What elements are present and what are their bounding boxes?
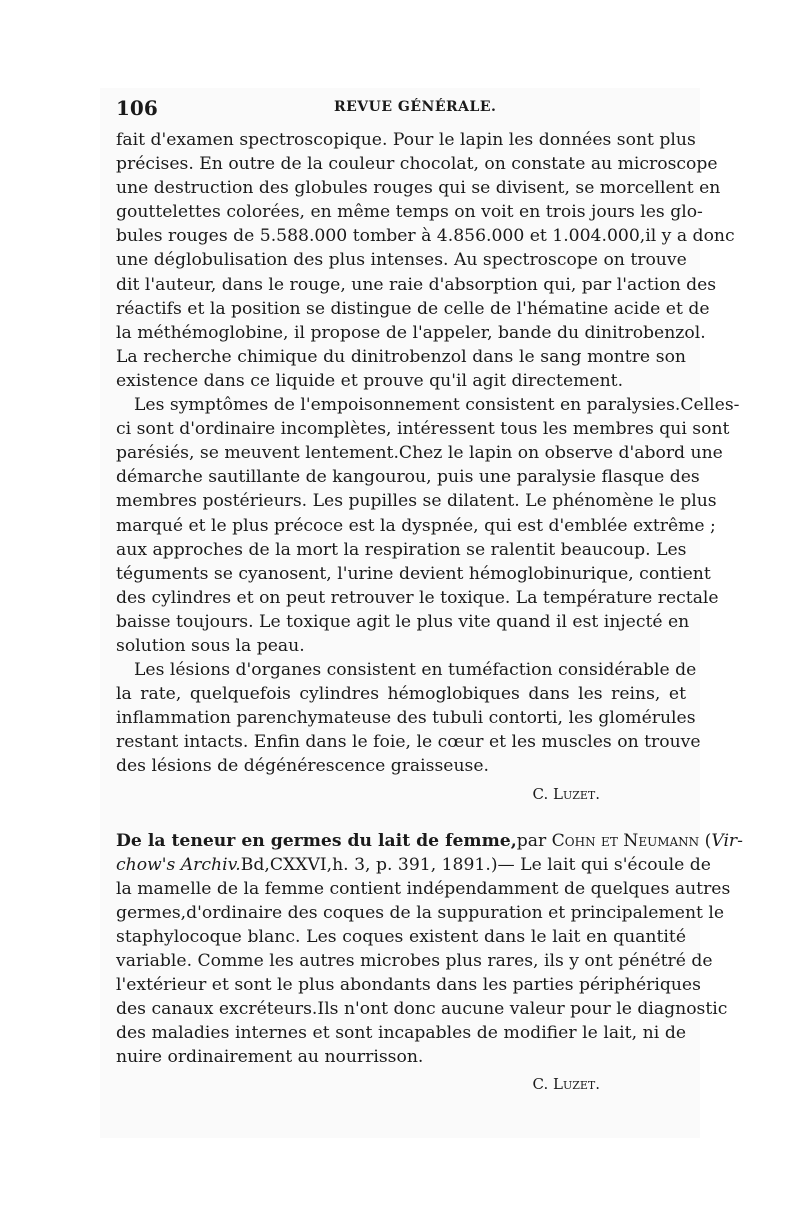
article-2-title: De la teneur en germes du lait de femme, bbox=[116, 830, 517, 851]
text-line: démarche sautillante de kangourou, puis une paralysie flasque des bbox=[116, 467, 700, 488]
article-2-heading-line bbox=[116, 829, 743, 853]
article-2 bbox=[116, 829, 743, 1070]
text-line: des lésions de dégénérescence graisseuse. bbox=[116, 756, 490, 777]
section-spacer bbox=[116, 811, 686, 829]
body-text bbox=[116, 128, 743, 1101]
text-line: bules rouges de 5.588.000 tomber à 4.856.000 et 1.004.000,il y a donc bbox=[116, 226, 735, 247]
text-line: aux approches de la mort la respiration se ralentit beaucoup. Les bbox=[116, 539, 687, 560]
article-1-paragraph-1 bbox=[116, 128, 735, 393]
article-2-citation-line bbox=[116, 853, 711, 877]
text-line: fait d'examen spectroscopique. Pour le lapin les données sont plus bbox=[116, 130, 696, 150]
text-line: solution sous la peau. bbox=[116, 635, 305, 656]
text-line: précises. En outre de la couleur chocolat, on constate au microscope bbox=[116, 154, 718, 175]
text-line: membres postérieurs. Les pupilles se dilatent. Le phénomène le plus bbox=[116, 491, 717, 512]
text-line: germes,d'ordinaire des coques de la suppuration et principalement le bbox=[116, 902, 725, 923]
text-line: baisse toujours. Le toxique agit le plus vite quand il est injecté en bbox=[116, 611, 690, 632]
article-2-journal-part-1: Vir- bbox=[711, 830, 743, 851]
text-line: variable. Comme les autres microbes plus rares, ils y ont pénétré de bbox=[116, 951, 713, 971]
text-line: gouttelettes colorées, en même temps on voit en trois jours les glo- bbox=[116, 202, 703, 223]
article-2-journal-part-2: chow's Archiv. bbox=[116, 854, 241, 875]
article-2-citation-rest: Bd,CXXVI,h. 3, p. 391, 1891.)— Le lait qui s'écoule de bbox=[240, 854, 711, 875]
text-line: Les symptômes de l'empoisonnement consistent en paralysies.Celles- bbox=[134, 395, 740, 416]
text-line: ci sont d'ordinaire incomplètes, intéressent tous les membres qui sont bbox=[116, 419, 730, 440]
page-number: 106 bbox=[116, 96, 158, 120]
text-line: inflammation parenchymateuse des tubuli contorti, les glomérules bbox=[116, 708, 696, 729]
article-2-authors-prefix: par bbox=[516, 830, 552, 851]
text-line: marqué et le plus précoce est la dyspnée, qui est d'emblée extrême ; bbox=[116, 515, 716, 536]
text-line: une déglobulisation des plus intenses. Au spectroscope on trouve bbox=[116, 250, 687, 271]
text-line: réactifs et la position se distingue de celle de l'hématine acide et de bbox=[116, 298, 710, 319]
page-header bbox=[116, 96, 684, 126]
article-1-paragraph-2 bbox=[116, 393, 740, 658]
running-title: REVUE GÉNÉRALE. bbox=[334, 99, 497, 115]
text-line: des maladies internes et sont incapables de modifier le lait, ni de bbox=[116, 1023, 686, 1044]
text-line: des canaux excréteurs.Ils n'ont donc aucune valeur pour le diagnostic bbox=[116, 999, 728, 1020]
article-1-signature: C. Luzet. bbox=[532, 784, 600, 803]
article-2-authors: Cohn et Neumann bbox=[551, 830, 700, 851]
article-2-citation-open: ( bbox=[699, 830, 712, 851]
text-line: l'extérieur et sont le plus abondants dans les parties périphériques bbox=[116, 975, 701, 996]
article-2-signature: C. Luzet. bbox=[532, 1075, 600, 1094]
text-line: restant intacts. Enfin dans le foie, le cœur et les muscles on trouve bbox=[116, 732, 701, 753]
text-line: la méthémoglobine, il propose de l'appeler, bande du dinitrobenzol. bbox=[116, 322, 706, 343]
text-line: nuire ordinairement au nourrisson. bbox=[116, 1047, 424, 1068]
text-line: dit l'auteur, dans le rouge, une raie d'absorption qui, par l'action des bbox=[116, 274, 717, 295]
text-line: une destruction des globules rouges qui se divisent, se morcellent en bbox=[116, 178, 721, 199]
text-line: la rate, quelquefois cylindres hémoglobiques dans les reins, et bbox=[116, 684, 686, 705]
text-line: téguments se cyanosent, l'urine devient hémoglobinurique, contient bbox=[116, 563, 711, 584]
text-line: staphylocoque blanc. Les coques existent dans le lait en quantité bbox=[116, 926, 686, 947]
text-line: Les lésions d'organes consistent en tuméfaction considérable de bbox=[134, 660, 697, 681]
article-1-paragraph-3 bbox=[116, 658, 701, 778]
text-line: parésiés, se meuvent lentement.Chez le lapin on observe d'abord une bbox=[116, 443, 723, 464]
text-line: existence dans ce liquide et prouve qu'il agit directement. bbox=[116, 370, 624, 391]
text-line: des cylindres et on peut retrouver le toxique. La température rectale bbox=[116, 587, 719, 608]
text-line: La recherche chimique du dinitrobenzol dans le sang montre son bbox=[116, 346, 686, 367]
text-line: la mamelle de la femme contient indépendamment de quelques autres bbox=[116, 878, 731, 899]
